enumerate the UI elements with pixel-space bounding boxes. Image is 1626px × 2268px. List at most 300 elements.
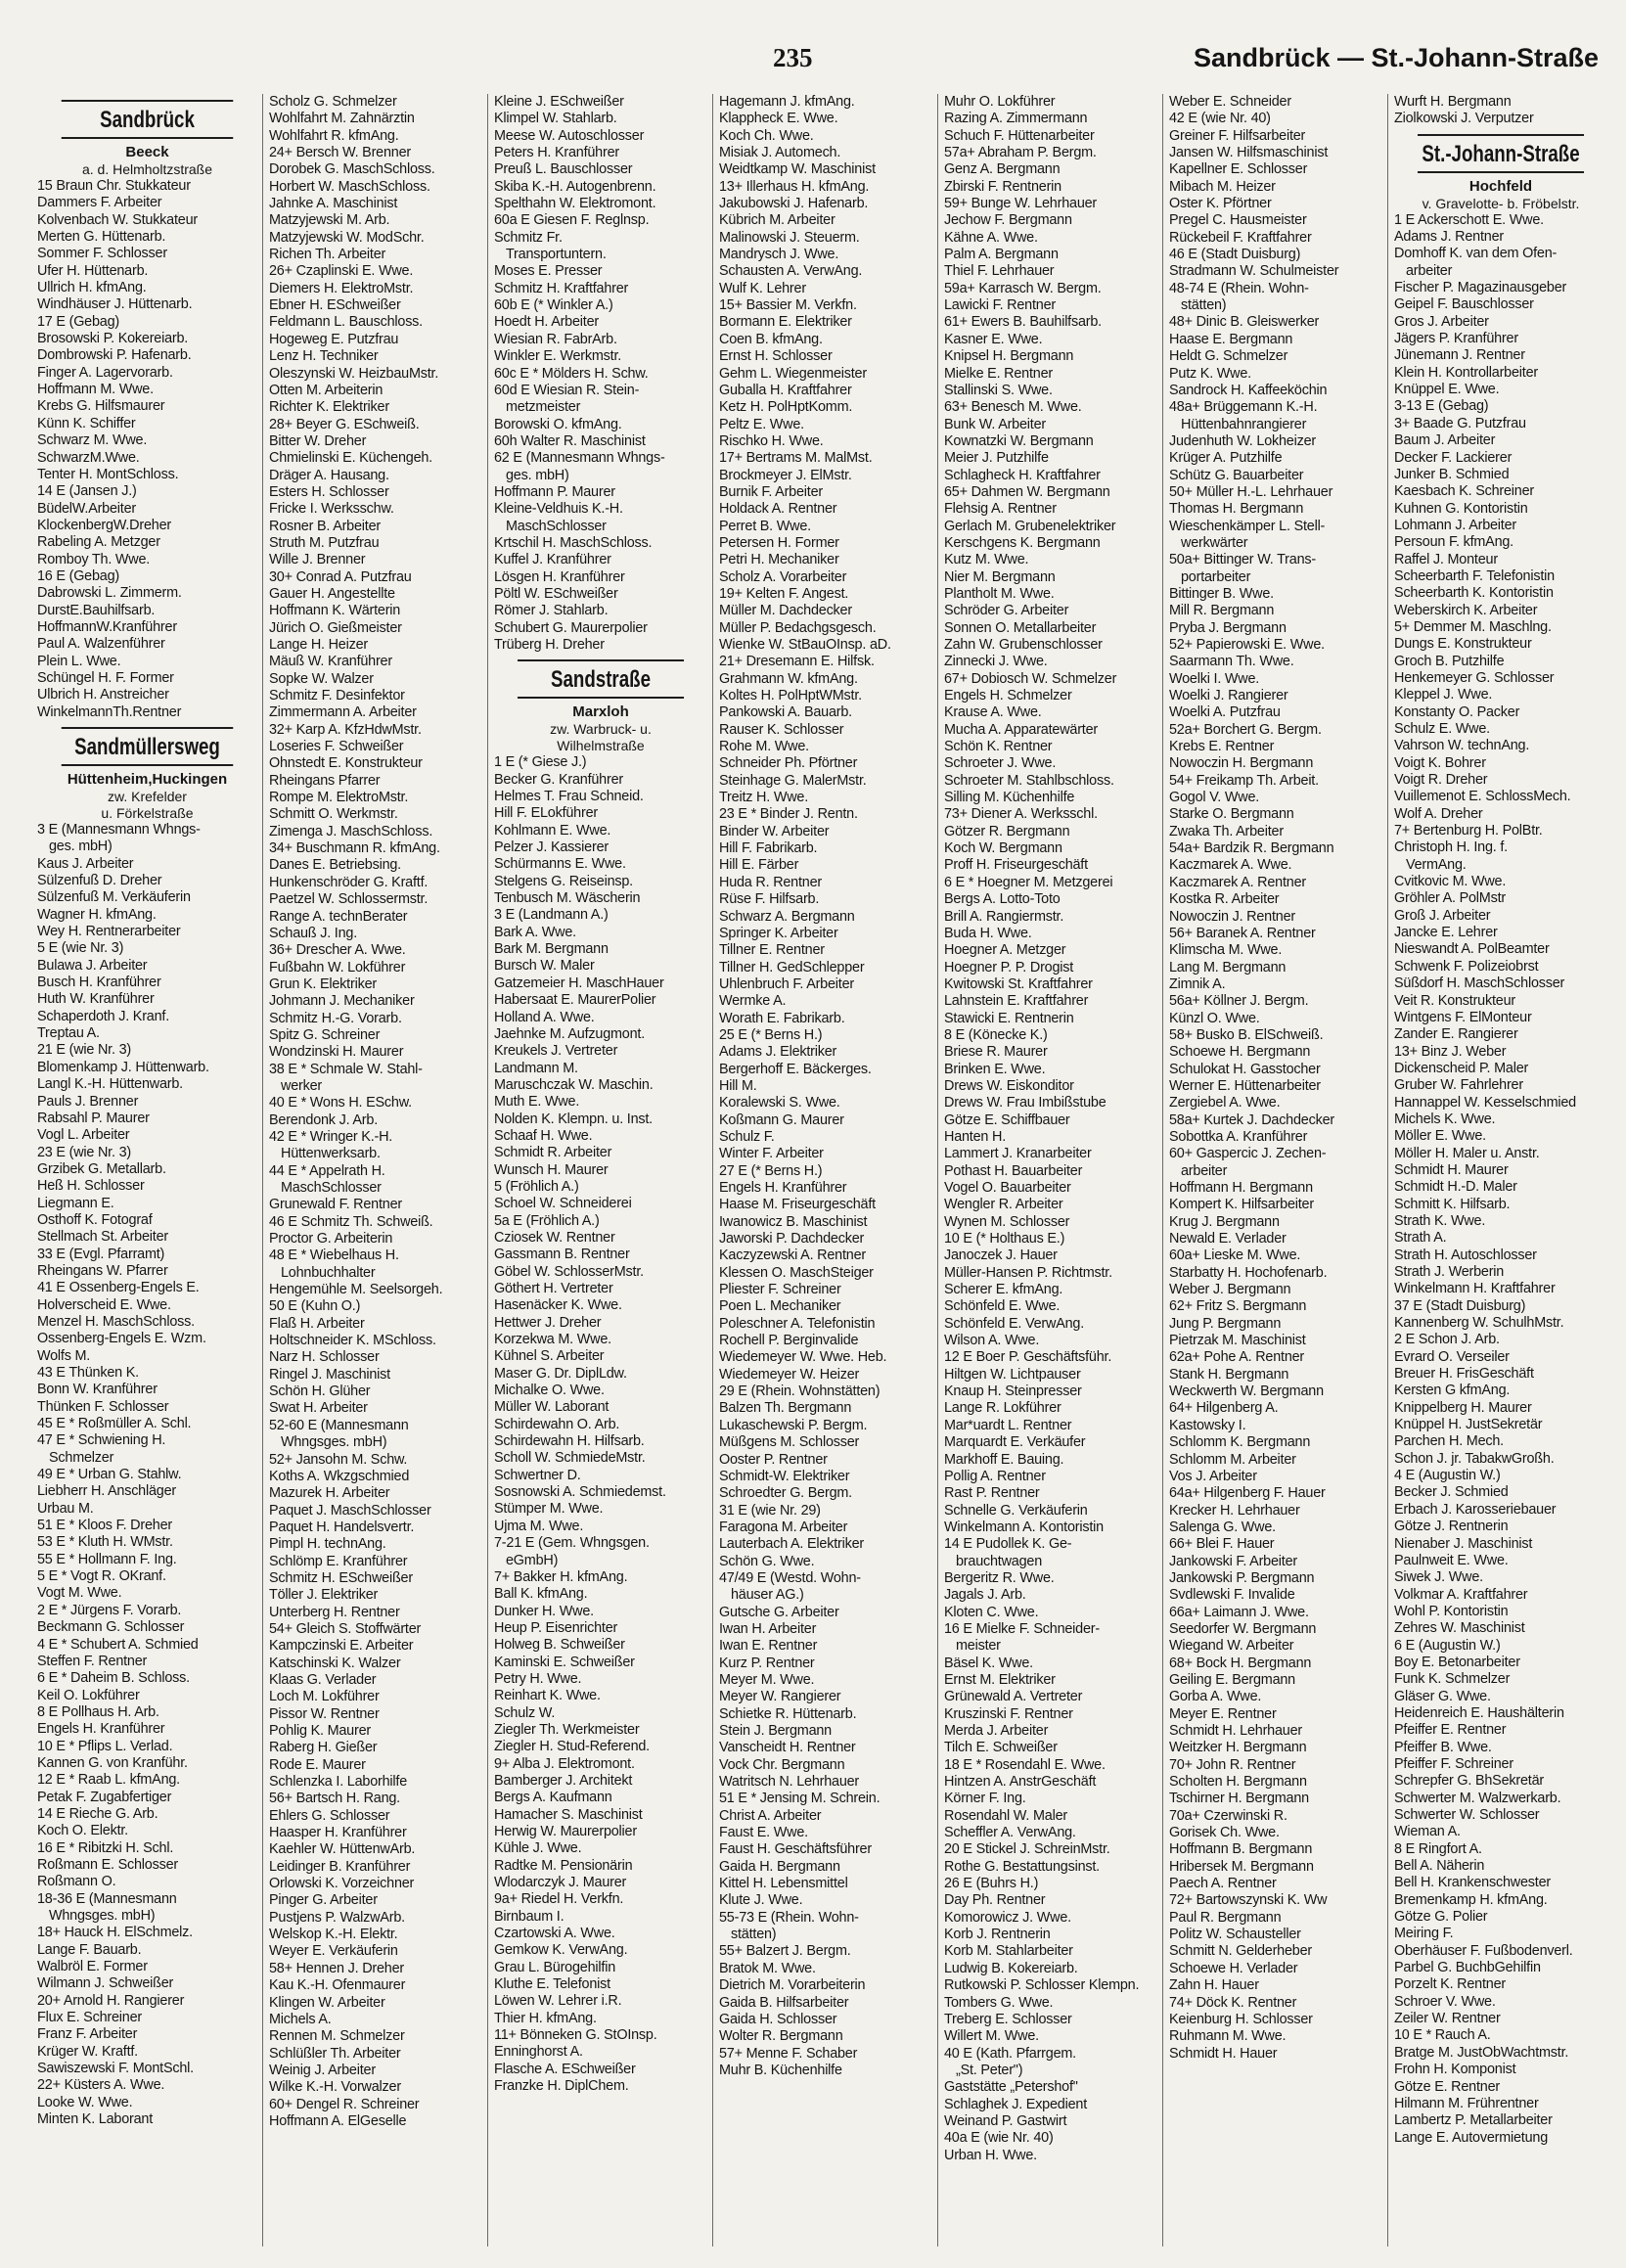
directory-entry: Rast P. Rentner: [944, 1485, 1040, 1502]
directory-entry: Lukaschewski P. Bergm.: [719, 1417, 868, 1433]
directory-entry: Guballa H. Kraftfahrer: [719, 382, 852, 398]
directory-entry: Kostka R. Arbeiter: [1169, 891, 1280, 908]
directory-entry: Wieman A.: [1394, 1824, 1461, 1840]
directory-entry: Meese W. Autoschlosser: [494, 127, 645, 144]
directory-entry: Perret B. Wwe.: [719, 518, 811, 534]
directory-entry: Schulz E. Wwe.: [1394, 721, 1490, 737]
directory-entry: 60+ Dengel R. Schreiner: [269, 2096, 420, 2112]
directory-entry: Paquet J. MaschSchlosser: [269, 1502, 431, 1519]
directory-entry: 55 E * Hollmann F. Ing.: [37, 1551, 177, 1567]
directory-entry: Ziolkowski J. Verputzer: [1394, 111, 1534, 127]
directory-entry: 37 E (Stadt Duisburg): [1394, 1297, 1526, 1314]
directory-entry: Korb J. Rentnerin: [944, 1927, 1051, 1943]
directory-entry: Dunker H. Wwe.: [494, 1603, 594, 1619]
directory-entry: 14 E Rieche G. Arb.: [37, 1805, 158, 1822]
directory-entry: Chmielinski E. Küchengeh.: [269, 450, 432, 467]
directory-entry: Kühle J. Wwe.: [494, 1840, 582, 1857]
entry-continuation: eGmbH): [506, 1552, 559, 1568]
column-5: [937, 94, 1162, 2246]
directory-entry: Müller P. Bedachgsgesch.: [719, 619, 877, 636]
directory-entry: Katschinski K. Walzer: [269, 1655, 401, 1671]
directory-entry: Hoffmann P. Maurer: [494, 483, 615, 500]
directory-entry: 61+ Ewers B. Bauhilfsarb.: [944, 314, 1102, 331]
directory-entry: Sülzenfuß D. Dreher: [37, 873, 162, 889]
directory-entry: Gaida H. Bergmann: [719, 1858, 840, 1875]
directory-entry: Svdlewski F. Invalide: [1169, 1587, 1295, 1604]
directory-entry: Treitz H. Wwe.: [719, 790, 809, 806]
directory-entry: 46 E (Stadt Duisburg): [1169, 247, 1301, 263]
directory-entry: Dammers F. Arbeiter: [37, 195, 162, 211]
directory-entry: Schmidt H. Hauer: [1169, 2045, 1278, 2062]
directory-entry: Treptau A.: [37, 1025, 100, 1042]
directory-entry: Krause A. Wwe.: [944, 704, 1042, 721]
directory-entry: 46 E Schmitz Th. Schweiß.: [269, 1213, 433, 1230]
directory-entry: Janoczek J. Hauer: [944, 1247, 1058, 1264]
directory-entry: Bulawa J. Arbeiter: [37, 957, 148, 974]
directory-entry: Poen L. Mechaniker: [719, 1298, 841, 1315]
directory-entry: DurstE.Bauhilfsarb.: [37, 602, 156, 618]
directory-entry: 57a+ Abraham P. Bergm.: [944, 145, 1097, 161]
directory-entry: Schön K. Rentner: [944, 739, 1053, 755]
directory-entry: Loseries F. Schweißer: [269, 739, 404, 755]
directory-entry: Werner E. Hüttenarbeiter: [1169, 1077, 1321, 1094]
directory-entry: Jahnke A. Maschinist: [269, 196, 398, 212]
directory-entry: Misiak J. Automech.: [719, 145, 841, 161]
directory-entry: Künzl O. Wwe.: [1169, 1010, 1260, 1026]
directory-entry: Grunewald F. Rentner: [269, 1197, 402, 1213]
directory-entry: Engels H. Kranführer: [719, 1180, 847, 1196]
directory-entry: 6 E * Daheim B. Schloss.: [37, 1670, 190, 1687]
directory-entry: 56+ Bartsch H. Rang.: [269, 1791, 400, 1807]
directory-entry: Krtschil H. MaschSchloss.: [494, 534, 653, 551]
directory-entry: Koßmann G. Maurer: [719, 1111, 844, 1128]
directory-entry: Treberg E. Schlosser: [944, 2011, 1072, 2027]
directory-entry: Meier J. Putzhilfe: [944, 450, 1049, 467]
directory-entry: Moses E. Presser: [494, 263, 603, 280]
directory-entry: Mielke E. Rentner: [944, 365, 1053, 382]
directory-entry: Götze G. Polier: [1394, 1909, 1488, 1926]
directory-entry: Schlüßler Th. Arbeiter: [269, 2045, 401, 2062]
directory-entry: Pohlig K. Maurer: [269, 1723, 371, 1739]
directory-entry: Rompe M. ElektroMstr.: [269, 790, 409, 806]
directory-entry: Süßdorf H. MaschSchlosser: [1394, 975, 1565, 992]
directory-entry: Finger A. Lagervorarb.: [37, 364, 173, 381]
directory-entry: Petak F. Zugabfertiger: [37, 1789, 172, 1805]
directory-entry: Pimpl H. technAng.: [269, 1536, 386, 1553]
directory-entry: Ebner H. ESchweißer: [269, 297, 401, 314]
directory-entry: Kastowsky I.: [1169, 1417, 1246, 1433]
directory-entry: Enninghorst A.: [494, 2044, 583, 2061]
entry-continuation: Lohnbuchhalter: [281, 1264, 376, 1281]
directory-entry: Minten K. Laborant: [37, 2111, 153, 2128]
directory-entry: Koch O. Elektr.: [37, 1823, 128, 1839]
directory-entry: 5 E (wie Nr. 3): [37, 940, 124, 957]
directory-entry: Schön G. Wwe.: [719, 1553, 815, 1569]
directory-entry: Schroeter M. Stahlbschloss.: [944, 772, 1114, 789]
directory-entry: Becker J. Schmied: [1394, 1484, 1509, 1501]
directory-entry: 32+ Karp A. KfzHdwMstr.: [269, 721, 422, 738]
directory-entry: Kerschgens K. Bergmann: [944, 534, 1101, 551]
directory-entry: Ruhmann M. Wwe.: [1169, 2028, 1287, 2045]
directory-entry: Zeiler W. Rentner: [1394, 2011, 1501, 2027]
directory-entry: Lange F. Bauarb.: [37, 1941, 142, 1958]
directory-entry: Tenter H. MontSchloss.: [37, 466, 179, 482]
directory-entry: 66a+ Laimann J. Wwe.: [1169, 1604, 1309, 1620]
directory-entry: Kuffel J. Kranführer: [494, 552, 611, 568]
directory-entry: Wondzinski H. Maurer: [269, 1044, 404, 1061]
directory-entry: 19+ Kelten F. Angest.: [719, 585, 849, 602]
directory-entry: 43 E Thünken K.: [37, 1365, 139, 1381]
directory-entry: Hanten H.: [944, 1128, 1006, 1145]
directory-entry: Dräger A. Hausang.: [269, 467, 389, 483]
directory-entry: Raffel J. Monteur: [1394, 551, 1498, 567]
directory-entry: Iwanowicz B. Maschinist: [719, 1213, 868, 1230]
directory-entry: Schroer V. Wwe.: [1394, 1993, 1496, 2010]
directory-entry: Klaas G. Verlader: [269, 1671, 377, 1688]
directory-entry: Wilson A. Wwe.: [944, 1333, 1040, 1349]
directory-entry: Faust H. Geschäftsführer: [719, 1841, 872, 1858]
directory-entry: Pelzer J. Kassierer: [494, 839, 609, 856]
directory-entry: Kloten C. Wwe.: [944, 1604, 1039, 1620]
directory-entry: Thomas H. Bergmann: [1169, 501, 1304, 518]
directory-entry: Götze E. Schiffbauer: [944, 1111, 1070, 1128]
directory-columns: [37, 94, 1612, 2246]
directory-entry: 53 E * Kluth H. WMstr.: [37, 1534, 173, 1551]
directory-entry: Komorowicz J. Wwe.: [944, 1909, 1071, 1926]
directory-entry: 3 E (Landmann A.): [494, 907, 609, 924]
directory-entry: Gogol V. Wwe.: [1169, 790, 1260, 806]
directory-entry: Rutkowski P. Schlosser Klempn.: [944, 1977, 1140, 1994]
directory-entry: Kruszinski F. Rentner: [944, 1705, 1073, 1722]
directory-entry: Roßmann O.: [37, 1874, 116, 1890]
directory-entry: 33 E (Evgl. Pfarramt): [37, 1246, 165, 1262]
directory-entry: Schirdewahn H. Hilfsarb.: [494, 1433, 645, 1450]
directory-entry: 60a E Giesen F. Reglnsp.: [494, 212, 650, 229]
directory-entry: Scholz G. Schmelzer: [269, 94, 397, 110]
directory-entry: Meyer M. Wwe.: [719, 1671, 815, 1688]
directory-entry: Krebs G. Hilfsmaurer: [37, 398, 165, 415]
directory-entry: Woelki A. Putzfrau: [1169, 704, 1281, 721]
directory-entry: 4 E * Schubert A. Schmied: [37, 1636, 199, 1653]
directory-entry: 21 E (wie Nr. 3): [37, 1042, 131, 1059]
directory-entry: Jankowski F. Arbeiter: [1169, 1553, 1297, 1569]
directory-entry: Kaus J. Arbeiter: [37, 855, 134, 872]
directory-entry: Sobottka A. Kranführer: [1169, 1128, 1308, 1145]
directory-entry: Gassmann B. Rentner: [494, 1247, 630, 1263]
directory-entry: Gros J. Arbeiter: [1394, 313, 1489, 330]
directory-entry: Urbau M.: [37, 1500, 94, 1517]
directory-entry: Kleine J. ESchweißer: [494, 94, 624, 110]
entry-continuation: Whngsges. mbH): [49, 1908, 156, 1924]
directory-entry: Stallinski S. Wwe.: [944, 382, 1053, 398]
directory-entry: 52-60 E (Mannesmann: [269, 1417, 409, 1433]
directory-entry: Zwaka Th. Arbeiter: [1169, 823, 1284, 839]
directory-entry: 21+ Dresemann E. Hilfsk.: [719, 654, 875, 670]
directory-entry: Paul A. Walzenführer: [37, 636, 165, 653]
directory-entry: Hoffmann H. Bergmann: [1169, 1180, 1313, 1196]
directory-entry: Rüse F. Hilfsarb.: [719, 891, 820, 908]
directory-entry: Sonnen O. Metallarbeiter: [944, 619, 1097, 636]
directory-entry: Kühnel S. Arbeiter: [494, 1348, 605, 1365]
directory-entry: Reinhart K. Wwe.: [494, 1688, 601, 1704]
directory-entry: Schmitt N. Gelderheber: [1169, 1943, 1312, 1960]
directory-entry: Mucha A. Apparatewärter: [944, 721, 1098, 738]
directory-entry: Coen B. kfmAng.: [719, 331, 823, 347]
directory-entry: 7+ Bertenburg H. PolBtr.: [1394, 823, 1543, 839]
directory-entry: 74+ Döck K. Rentner: [1169, 1994, 1297, 2011]
directory-entry: Mandrysch J. Wwe.: [719, 247, 839, 263]
directory-entry: Hagemann J. kfmAng.: [719, 94, 855, 110]
street-heading: Sandbrück: [62, 100, 234, 139]
directory-entry: Jagals J. Arb.: [944, 1587, 1026, 1604]
directory-entry: 8 E Pollhaus H. Arb.: [37, 1703, 159, 1720]
directory-entry: Christ A. Arbeiter: [719, 1807, 822, 1824]
directory-entry: 38 E * Schmale W. Stahl-: [269, 1061, 423, 1077]
directory-entry: Lambertz P. Metallarbeiter: [1394, 2112, 1553, 2129]
entry-continuation: metzmeister: [506, 399, 581, 416]
directory-entry: Malinowski J. Steuerm.: [719, 229, 860, 246]
directory-entry: 65+ Dahmen W. Bergmann: [944, 483, 1110, 500]
entry-continuation: Transportuntern.: [506, 247, 607, 263]
directory-entry: Bunk W. Arbeiter: [944, 416, 1046, 432]
directory-entry: 62+ Fritz S. Bergmann: [1169, 1298, 1307, 1315]
street-heading: Sandstraße: [518, 659, 684, 699]
directory-entry: Markhoff E. Bauing.: [944, 1451, 1064, 1468]
directory-entry: Ooster P. Rentner: [719, 1451, 828, 1468]
directory-entry: Pregel C. Hausmeister: [1169, 212, 1307, 229]
directory-entry: Kurz P. Rentner: [719, 1655, 815, 1671]
directory-entry: Leidinger B. Kranführer: [269, 1858, 411, 1875]
directory-entry: Hill F. ELokführer: [494, 805, 598, 822]
directory-entry: Hill M.: [719, 1077, 757, 1094]
directory-entry: Schon J. jr. TabakwGroßh.: [1394, 1450, 1555, 1467]
directory-entry: Schwertner D.: [494, 1467, 581, 1483]
directory-entry: 36+ Drescher A. Wwe.: [269, 942, 406, 959]
directory-entry: Vogt M. Wwe.: [37, 1585, 122, 1602]
entry-continuation: portarbeiter: [1181, 568, 1251, 585]
directory-entry: Politz W. Schausteller: [1169, 1927, 1301, 1943]
directory-entry: Winkelmann H. Kraftfahrer: [1394, 1281, 1556, 1297]
directory-entry: Beckmann G. Schlosser: [37, 1619, 185, 1636]
directory-entry: Ziegler Th. Werkmeister: [494, 1721, 640, 1738]
directory-entry: Kuhnen G. Kontoristin: [1394, 500, 1528, 517]
directory-entry: Knaup H. Steinpresser: [944, 1383, 1082, 1400]
directory-entry: Nolden K. Klempn. u. Inst.: [494, 1111, 653, 1127]
entry-continuation: Hüttenwerksarb.: [281, 1146, 381, 1162]
directory-entry: Rauser K. Schlosser: [719, 721, 844, 738]
directory-entry: Silling M. Küchenhilfe: [944, 790, 1075, 806]
directory-entry: Gaida B. Hilfsarbeiter: [719, 1994, 849, 2011]
directory-entry: Gaida H. Schlosser: [719, 2011, 837, 2027]
directory-entry: Müller M. Dachdecker: [719, 603, 852, 619]
directory-entry: 60+ Gaspercic J. Zechen-: [1169, 1146, 1327, 1162]
entry-continuation: werkwärter: [1181, 534, 1248, 551]
directory-entry: 10 E * Pflips L. Verlad.: [37, 1738, 173, 1754]
directory-entry: Jung P. Bergmann: [1169, 1315, 1282, 1332]
directory-entry: Löwen W. Lehrer i.R.: [494, 1993, 622, 2010]
directory-entry: Salenga G. Wwe.: [1169, 1519, 1276, 1535]
directory-entry: Lange E. Autovermietung: [1394, 2129, 1549, 2146]
directory-entry: Nienaber J. Maschinist: [1394, 1535, 1533, 1552]
directory-entry: Hribersek M. Bergmann: [1169, 1858, 1314, 1875]
page-header: [20, 43, 1606, 76]
directory-entry: Kreukels J. Vertreter: [494, 1043, 618, 1060]
directory-entry: Stradmann W. Schulmeister: [1169, 263, 1339, 280]
directory-entry: Schmitt K. Hilfsarb.: [1394, 1196, 1511, 1212]
directory-entry: Dietrich M. Vorarbeiterin: [719, 1977, 866, 1994]
directory-entry: BüdelW.Arbeiter: [37, 500, 136, 517]
directory-entry: 47 E * Schwiening H.: [37, 1432, 166, 1449]
directory-entry: Pfeiffer F. Schreiner: [1394, 1755, 1513, 1772]
directory-entry: Stellmach St. Arbeiter: [37, 1229, 168, 1246]
directory-entry: Hettwer J. Dreher: [494, 1314, 602, 1331]
directory-entry: Scheerbarth K. Kontoristin: [1394, 585, 1554, 602]
directory-entry: Bratge M. JustObWachtmstr.: [1394, 2044, 1569, 2061]
directory-entry: Scholz A. Vorarbeiter: [719, 568, 847, 585]
directory-entry: Pissor W. Rentner: [269, 1705, 380, 1722]
directory-entry: Thiel F. Lehrhauer: [944, 263, 1055, 280]
directory-entry: Grun K. Elektriker: [269, 975, 377, 992]
directory-entry: Wilke K.-H. Vorwalzer: [269, 2079, 401, 2096]
directory-entry: Gerlach M. Grubenelektriker: [944, 518, 1116, 534]
directory-entry: Danes E. Betriebsing.: [269, 857, 401, 874]
directory-entry: Schulokat H. Gasstocher: [1169, 1061, 1321, 1077]
directory-entry: Römer J. Stahlarb.: [494, 603, 609, 619]
directory-entry: Swat H. Arbeiter: [269, 1400, 368, 1417]
directory-entry: Iwan E. Rentner: [719, 1638, 818, 1655]
directory-entry: Thünken F. Schlosser: [37, 1398, 169, 1415]
directory-entry: Schmitt O. Werkmstr.: [269, 806, 398, 823]
directory-entry: Gorisek Ch. Wwe.: [1169, 1825, 1280, 1841]
column-3: [487, 94, 712, 2246]
directory-entry: Muhr B. Küchenhilfe: [719, 2062, 842, 2078]
directory-entry: Heß H. Schlosser: [37, 1178, 145, 1195]
directory-entry: Möller H. Maler u. Anstr.: [1394, 1145, 1540, 1161]
directory-entry: Winkelmann A. Kontoristin: [944, 1519, 1104, 1535]
directory-entry: Krug J. Bergmann: [1169, 1213, 1280, 1230]
directory-entry: Schlömp E. Kranführer: [269, 1553, 408, 1569]
directory-entry: Kleppel J. Wwe.: [1394, 687, 1493, 703]
directory-entry: Bergs A. Kaufmann: [494, 1790, 612, 1806]
directory-entry: Gruber W. Fahrlehrer: [1394, 1077, 1523, 1094]
directory-entry: Schauß J. Ing.: [269, 925, 357, 941]
directory-entry: Narz H. Schlosser: [269, 1349, 380, 1366]
directory-entry: Pfeiffer B. Wwe.: [1394, 1739, 1492, 1755]
entry-continuation: brauchtwagen: [956, 1553, 1043, 1569]
directory-entry: Jansen W. Hilfsmaschinist: [1169, 145, 1329, 161]
directory-entry: Gauer H. Angestellte: [269, 585, 395, 602]
directory-entry: Kolvenbach W. Stukkateur: [37, 211, 198, 228]
directory-entry: Schwarz A. Bergmann: [719, 908, 855, 925]
directory-entry: Nowoczin J. Rentner: [1169, 908, 1295, 925]
directory-entry: Busch H. Kranführer: [37, 975, 161, 991]
directory-entry: Wohlfahrt M. Zahnärztin: [269, 111, 415, 127]
directory-entry: Jancke E. Lehrer: [1394, 925, 1498, 941]
directory-entry: Kluthe E. Telefonist: [494, 1976, 610, 1993]
directory-entry: Schmidt-W. Elektriker: [719, 1468, 850, 1484]
directory-entry: Pryba J. Bergmann: [1169, 619, 1287, 636]
directory-entry: Dickenscheid P. Maler: [1394, 1060, 1529, 1076]
directory-entry: Kampczinski E. Arbeiter: [269, 1638, 414, 1655]
directory-entry: 3-13 E (Gebag): [1394, 398, 1489, 415]
directory-entry: Zahn H. Hauer: [1169, 1977, 1259, 1994]
directory-entry: 59a+ Karrasch W. Bergm.: [944, 280, 1102, 296]
directory-entry: Kannenberg W. SchulhMstr.: [1394, 1315, 1564, 1332]
directory-entry: Weinand P. Gastwirt: [944, 2112, 1067, 2129]
directory-entry: Hamacher S. Maschinist: [494, 1806, 643, 1823]
directory-entry: Marquardt E. Verkäufer: [944, 1434, 1086, 1451]
directory-entry: 67+ Dobiosch W. Schmelzer: [944, 670, 1117, 687]
directory-entry: Schlomm K. Bergmann: [1169, 1434, 1311, 1451]
directory-entry: 60h Walter R. Maschinist: [494, 432, 646, 449]
directory-entry: Jakubowski J. Hafenarb.: [719, 196, 869, 212]
directory-entry: Groß J. Arbeiter: [1394, 907, 1491, 924]
directory-entry: Boy E. Betonarbeiter: [1394, 1654, 1520, 1670]
directory-entry: Ball K. kfmAng.: [494, 1586, 588, 1603]
directory-entry: Strath A.: [1394, 1230, 1447, 1247]
directory-entry: Lang M. Bergmann: [1169, 959, 1287, 975]
directory-entry: Holweg B. Schweißer: [494, 1637, 625, 1654]
directory-entry: Iwan H. Arbeiter: [719, 1620, 817, 1637]
directory-entry: Orlowski K. Vorzeichner: [269, 1876, 415, 1892]
directory-entry: Schmitz H. ESchweißer: [269, 1569, 413, 1586]
directory-entry: 29 E (Rhein. Wohnstätten): [719, 1383, 881, 1400]
directory-entry: Rothe G. Bestattungsinst.: [944, 1858, 1100, 1875]
directory-entry: Erbach J. Karosseriebauer: [1394, 1501, 1557, 1518]
directory-entry: Wulf K. Lehrer: [719, 280, 806, 296]
directory-entry: Loch M. Lokführer: [269, 1689, 380, 1705]
street-location-note: u. Förkelstraße: [101, 805, 194, 821]
directory-entry: Landmann M.: [494, 1060, 578, 1076]
directory-entry: Schmidt R. Arbeiter: [494, 1145, 612, 1161]
column-7: [1387, 94, 1612, 2246]
directory-entry: Stein J. Bergmann: [719, 1723, 832, 1739]
directory-entry: Weber E. Schneider: [1169, 94, 1291, 110]
directory-entry: Kähne A. Wwe.: [944, 229, 1038, 246]
directory-entry: Kersten G kfmAng.: [1394, 1383, 1511, 1399]
directory-entry: Michels A.: [269, 2011, 332, 2027]
directory-entry: Stelgens G. Reiseinsp.: [494, 873, 633, 889]
directory-entry: Bergeritz R. Wwe.: [944, 1569, 1055, 1586]
directory-entry: Palm A. Bergmann: [944, 247, 1059, 263]
directory-entry: 64+ Hilgenberg A.: [1169, 1400, 1279, 1417]
directory-entry: 10 E * Rauch A.: [1394, 2027, 1491, 2044]
street-heading: Sandmüllersweg: [62, 727, 234, 766]
directory-entry: Roßmann E. Schlosser: [37, 1856, 178, 1873]
directory-entry: 4 E (Augustin W.): [1394, 1468, 1501, 1484]
directory-entry: Knüppel H. JustSekretär: [1394, 1417, 1543, 1433]
directory-entry: Romboy Th. Wwe.: [37, 551, 151, 567]
directory-entry: Hilmann M. Frührentner: [1394, 2095, 1539, 2111]
directory-entry: 60a+ Lieske M. Wwe.: [1169, 1247, 1301, 1264]
directory-entry: Vahrson W. technAng.: [1394, 738, 1530, 754]
directory-entry: 20+ Arnold H. Rangierer: [37, 1992, 185, 2009]
directory-entry: Newald E. Verlader: [1169, 1231, 1287, 1247]
directory-entry: Schröder G. Arbeiter: [944, 603, 1069, 619]
directory-entry: 7-21 E (Gem. Whngsgen.: [494, 1535, 650, 1552]
entry-continuation: stätten): [1181, 297, 1227, 314]
directory-entry: Vogl L. Arbeiter: [37, 1127, 130, 1144]
directory-entry: 8 E (Könecke K.): [944, 1026, 1048, 1043]
directory-entry: Bark M. Bergmann: [494, 941, 609, 958]
directory-entry: Balzen Th. Bergmann: [719, 1400, 852, 1417]
directory-entry: Schulz W.: [494, 1704, 556, 1721]
directory-entry: Spelthahn W. Elektromont.: [494, 196, 656, 212]
directory-entry: 11+ Bönneken G. StOInsp.: [494, 2027, 657, 2044]
directory-entry: Baum J. Arbeiter: [1394, 432, 1496, 449]
directory-entry: Korzekwa M. Wwe.: [494, 1332, 611, 1348]
directory-entry: 52+ Jansohn M. Schw.: [269, 1451, 408, 1468]
